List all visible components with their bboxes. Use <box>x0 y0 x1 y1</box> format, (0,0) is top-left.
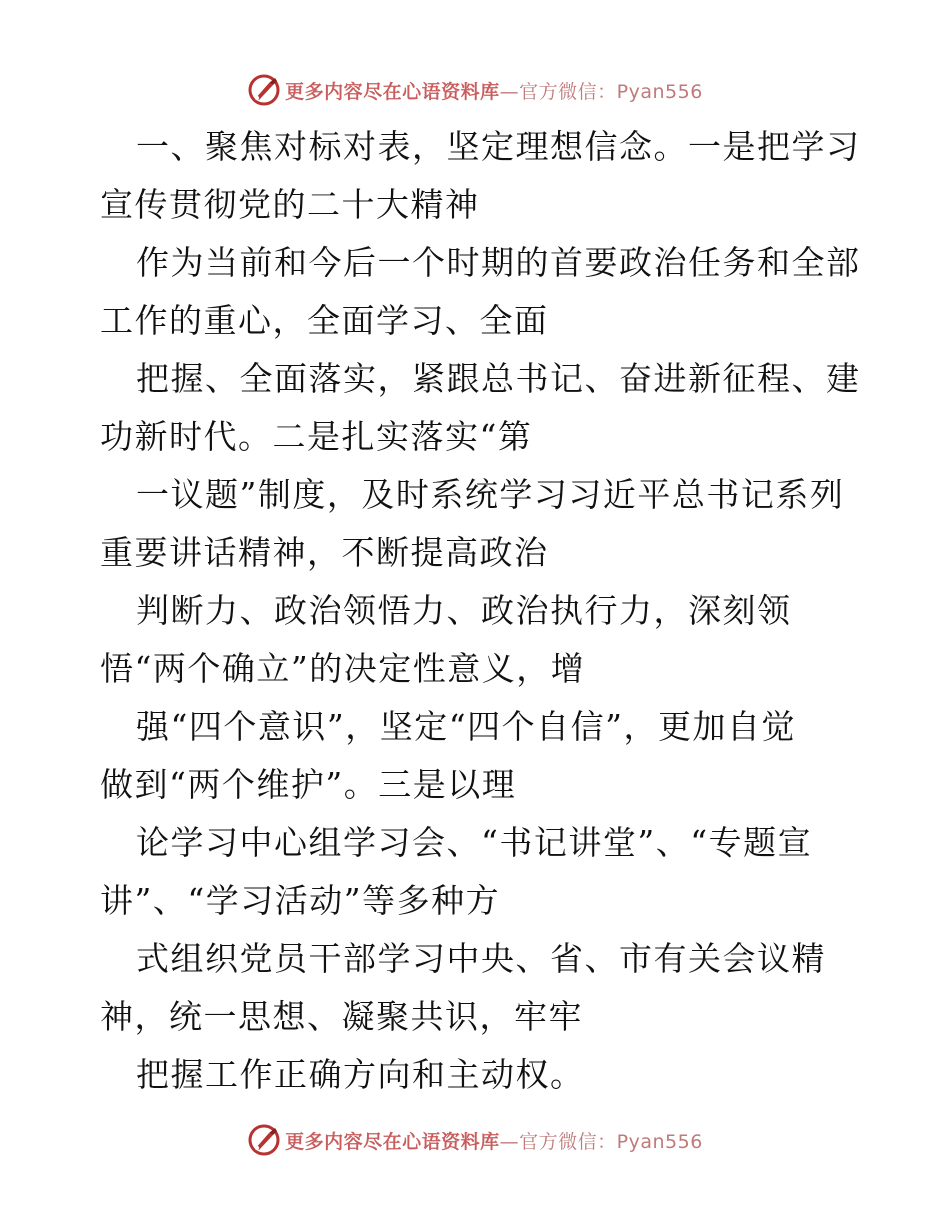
watermark-text <box>285 1127 703 1154</box>
header-watermark <box>0 70 950 110</box>
text-line: 功新时代。二是扎实落实“第 <box>100 417 533 456</box>
text-line: 作为当前和今后一个时期的首要政治任务和全部 <box>136 243 861 282</box>
text-line: 把握、全面落实，紧跟总书记、奋进新征程、建 <box>136 359 861 398</box>
text-line: 把握工作正确方向和主动权。 <box>136 1055 585 1094</box>
text-line: 悟“两个确立”的决定性意义，增 <box>100 649 586 688</box>
text-line: 一、聚焦对标对表，坚定理想信念。一是把学习 <box>136 127 861 166</box>
text-line: 强“四个意识”，坚定“四个自信”，更加自觉 <box>136 707 796 746</box>
text-line: 一议题”制度，及时系统学习习近平总书记系列 <box>136 475 845 514</box>
text-line: 重要讲话精神，不断提高政治 <box>100 533 549 572</box>
text-line: 做到“两个维护”。三是以理 <box>100 765 517 804</box>
quill-logo-icon <box>247 73 281 107</box>
watermark-lead: 更多内容尽在心语资料库 <box>285 1130 500 1153</box>
document-body <box>100 118 860 1104</box>
text-line: 神，统一思想、凝聚共识，牢牢 <box>100 997 583 1036</box>
footer-watermark <box>0 1120 950 1160</box>
watermark-rest: —官方微信：Pyan556 <box>499 1130 703 1153</box>
text-line: 宣传贯彻党的二十大精神 <box>100 185 480 224</box>
text-line: 讲”、“学习活动”等多种方 <box>100 881 501 920</box>
watermark-lead: 更多内容尽在心语资料库 <box>285 80 500 103</box>
text-line: 判断力、政治领悟力、政治执行力，深刻领 <box>136 591 792 630</box>
watermark-rest: —官方微信：Pyan556 <box>499 80 703 103</box>
text-line: 式组织党员干部学习中央、省、市有关会议精 <box>136 939 826 978</box>
watermark-text <box>285 77 703 104</box>
text-line: 论学习中心组学习会、“书记讲堂”、“专题宣 <box>136 823 813 862</box>
quill-logo-icon <box>247 1123 281 1157</box>
text-line: 工作的重心，全面学习、全面 <box>100 301 549 340</box>
